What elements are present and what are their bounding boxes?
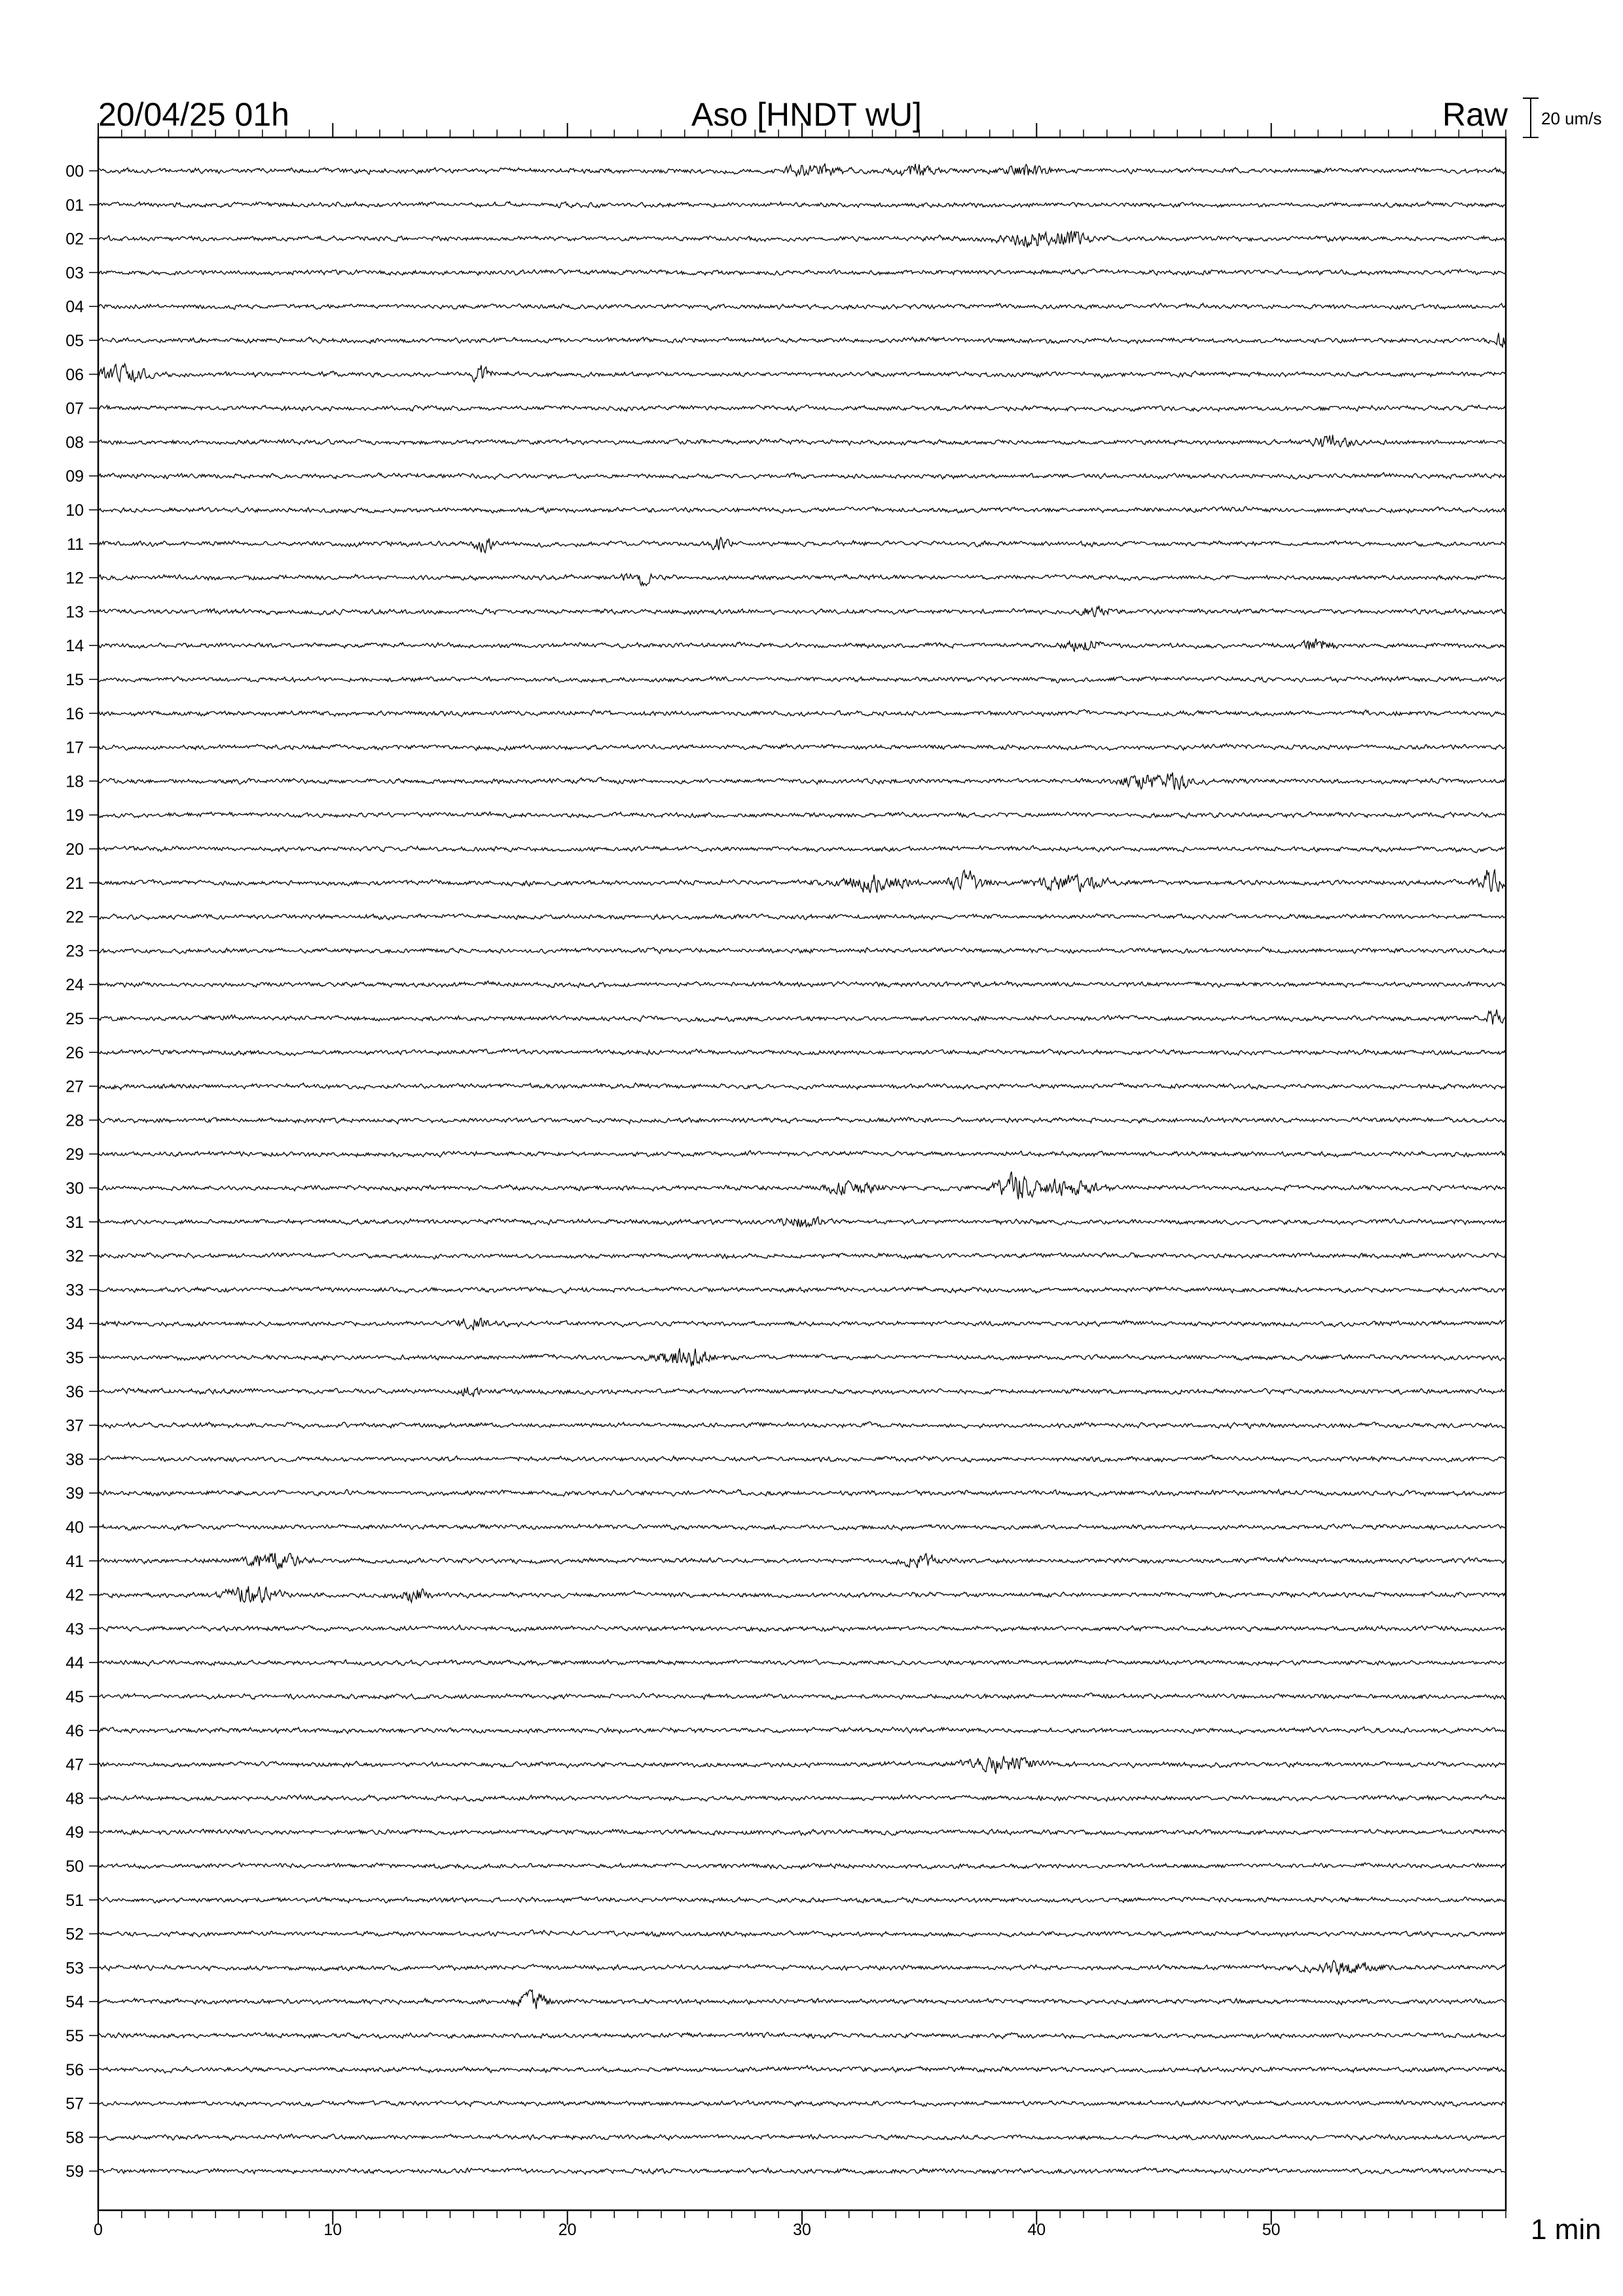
row-label-07: 07: [65, 399, 84, 418]
row-label-22: 22: [65, 908, 84, 927]
trace-row-52: [98, 1930, 1506, 1937]
row-label-31: 31: [65, 1213, 84, 1232]
trace-row-12: [98, 574, 1506, 586]
row-label-14: 14: [65, 637, 84, 656]
trace-row-27: [98, 1083, 1506, 1090]
trace-row-07: [98, 405, 1506, 412]
trace-row-02: [98, 232, 1506, 248]
trace-row-31: [98, 1217, 1506, 1227]
trace-row-16: [98, 709, 1506, 717]
trace-row-46: [98, 1727, 1506, 1734]
row-label-24: 24: [65, 976, 84, 995]
row-label-40: 40: [65, 1518, 84, 1537]
row-label-54: 54: [65, 1993, 84, 2012]
row-label-41: 41: [65, 1552, 84, 1571]
row-label-58: 58: [65, 2128, 84, 2147]
trace-row-13: [98, 605, 1506, 617]
trace-row-36: [98, 1388, 1506, 1397]
trace-row-04: [98, 303, 1506, 310]
trace-row-18: [98, 772, 1506, 790]
record-datetime: 20/04/25 01h: [98, 96, 289, 133]
row-label-47: 47: [65, 1755, 84, 1774]
trace-row-00: [98, 164, 1506, 177]
time-unit-label: 1 min: [1531, 2214, 1601, 2246]
trace-row-42: [98, 1587, 1506, 1604]
row-label-30: 30: [65, 1179, 84, 1198]
row-label-52: 52: [65, 1925, 84, 1944]
trace-row-01: [98, 202, 1506, 208]
row-label-26: 26: [65, 1043, 84, 1062]
x-tick-label-30: 30: [793, 2221, 811, 2239]
x-tick-label-40: 40: [1027, 2221, 1046, 2239]
trace-row-55: [98, 2032, 1506, 2039]
row-label-15: 15: [65, 671, 84, 689]
row-label-00: 00: [65, 162, 84, 181]
x-tick-label-10: 10: [323, 2221, 342, 2239]
row-label-53: 53: [65, 1959, 84, 1978]
row-label-35: 35: [65, 1349, 84, 1367]
trace-group: [98, 164, 1506, 2174]
row-label-01: 01: [65, 196, 84, 215]
row-label-21: 21: [65, 874, 84, 893]
trace-row-49: [98, 1829, 1506, 1835]
trace-row-58: [98, 2134, 1506, 2141]
amplitude-scale-label: 20 um/s: [1541, 109, 1602, 128]
row-label-13: 13: [65, 603, 84, 622]
row-label-06: 06: [65, 365, 84, 384]
trace-row-08: [98, 435, 1506, 446]
trace-row-21: [98, 869, 1506, 893]
row-label-36: 36: [65, 1382, 84, 1401]
row-label-27: 27: [65, 1077, 84, 1096]
trace-row-51: [98, 1897, 1506, 1903]
row-label-44: 44: [65, 1654, 84, 1673]
row-label-04: 04: [65, 298, 84, 317]
row-label-59: 59: [65, 2162, 84, 2181]
row-label-18: 18: [65, 772, 84, 791]
trace-row-25: [98, 1009, 1506, 1024]
trace-row-53: [98, 1960, 1506, 1974]
row-label-46: 46: [65, 1721, 84, 1740]
trace-row-39: [98, 1490, 1506, 1496]
trace-row-23: [98, 947, 1506, 954]
trace-row-37: [98, 1422, 1506, 1429]
row-label-55: 55: [65, 2027, 84, 2045]
trace-row-41: [98, 1553, 1506, 1570]
row-label-25: 25: [65, 1010, 84, 1028]
trace-row-54: [98, 1990, 1506, 2009]
trace-row-14: [98, 639, 1506, 652]
row-label-group: [65, 162, 84, 2181]
trace-row-24: [98, 981, 1506, 988]
row-label-28: 28: [65, 1111, 84, 1130]
row-label-08: 08: [65, 433, 84, 452]
trace-row-06: [98, 364, 1506, 382]
row-label-05: 05: [65, 332, 84, 350]
row-label-29: 29: [65, 1145, 84, 1164]
row-label-19: 19: [65, 806, 84, 825]
trace-row-47: [98, 1756, 1506, 1774]
trace-row-45: [98, 1693, 1506, 1700]
trace-row-19: [98, 812, 1506, 818]
row-label-45: 45: [65, 1688, 84, 1706]
trace-row-59: [98, 2168, 1506, 2175]
trace-row-15: [98, 677, 1506, 683]
row-label-20: 20: [65, 840, 84, 859]
filter-mode-label: Raw: [1442, 96, 1508, 133]
row-label-37: 37: [65, 1416, 84, 1435]
row-label-43: 43: [65, 1620, 84, 1639]
trace-row-30: [98, 1172, 1506, 1200]
trace-row-09: [98, 473, 1506, 479]
row-label-03: 03: [65, 264, 84, 283]
row-label-23: 23: [65, 942, 84, 961]
trace-row-48: [98, 1795, 1506, 1801]
trace-row-20: [98, 846, 1506, 853]
row-label-32: 32: [65, 1247, 84, 1266]
row-label-51: 51: [65, 1891, 84, 1910]
trace-row-35: [98, 1348, 1506, 1367]
row-label-48: 48: [65, 1789, 84, 1808]
row-label-57: 57: [65, 2094, 84, 2113]
row-label-12: 12: [65, 569, 84, 588]
row-label-50: 50: [65, 1857, 84, 1876]
row-label-11: 11: [67, 535, 84, 554]
trace-row-34: [98, 1318, 1506, 1331]
row-label-17: 17: [65, 738, 84, 757]
row-label-16: 16: [65, 704, 84, 723]
row-label-02: 02: [65, 230, 84, 249]
trace-row-32: [98, 1253, 1506, 1259]
row-label-34: 34: [65, 1315, 84, 1334]
trace-row-05: [98, 333, 1506, 348]
x-tick-label-20: 20: [558, 2221, 577, 2239]
amplitude-scale-bar: [1523, 98, 1539, 137]
x-tick-label-50: 50: [1262, 2221, 1281, 2239]
trace-row-50: [98, 1863, 1506, 1869]
trace-row-17: [98, 744, 1506, 751]
trace-row-28: [98, 1117, 1506, 1124]
trace-row-43: [98, 1625, 1506, 1632]
row-label-56: 56: [65, 2060, 84, 2079]
trace-row-26: [98, 1049, 1506, 1056]
trace-row-38: [98, 1455, 1506, 1462]
row-label-09: 09: [65, 467, 84, 486]
row-label-38: 38: [65, 1450, 84, 1469]
trace-row-44: [98, 1660, 1506, 1666]
row-label-33: 33: [65, 1281, 84, 1300]
row-label-42: 42: [65, 1586, 84, 1605]
trace-row-22: [98, 914, 1506, 920]
station-title: Aso [HNDT wU]: [691, 96, 922, 133]
trace-row-11: [98, 537, 1506, 552]
row-label-49: 49: [65, 1823, 84, 1842]
trace-row-03: [98, 269, 1506, 276]
trace-row-57: [98, 2100, 1506, 2107]
trace-row-33: [98, 1287, 1506, 1293]
trace-row-40: [98, 1524, 1506, 1531]
row-label-10: 10: [65, 501, 84, 520]
trace-row-56: [98, 2066, 1506, 2073]
x-tick-label-0: 0: [94, 2221, 103, 2239]
trace-row-29: [98, 1151, 1506, 1157]
row-label-39: 39: [65, 1484, 84, 1503]
trace-row-10: [98, 507, 1506, 513]
